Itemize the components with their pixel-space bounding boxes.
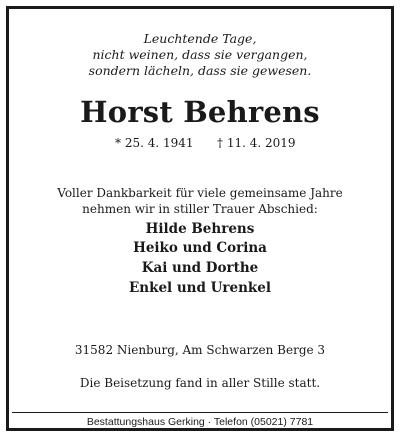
poem-line: sondern lächeln, dass sie gewesen. [88, 63, 312, 78]
life-dates [9, 136, 391, 152]
obituary-frame [6, 6, 394, 431]
message-line: nehmen wir in stiller Trauer Abschied: [82, 202, 318, 216]
poem-line: Leuchtende Tage, [143, 31, 257, 46]
message-line: Voller Dankbarkeit für viele gemeinsame Jahre [57, 186, 343, 200]
birth-date: * 25. 4. 1941 [115, 136, 194, 150]
mourner-name: Heiko und Corina [133, 240, 267, 256]
death-date: † 11. 4. 2019 [217, 136, 296, 150]
mourner-name: Enkel und Urenkel [128, 280, 271, 296]
deceased-name: Horst Behrens [80, 95, 320, 129]
footer-divider [12, 412, 388, 413]
funeral-note: Die Beisetzung fand in aller Stille statt. [79, 376, 321, 390]
poem-line: nicht weinen, dass sie vergangen, [92, 47, 308, 62]
mourner-name: Hilde Behrens [145, 221, 255, 237]
funeral-home-footer: Bestattungshaus Gerking · Telefon (05021) 7781 [86, 416, 314, 428]
mourner-name: Kai und Dorthe [141, 260, 259, 276]
address: 31582 Nienburg, Am Schwarzen Berge 3 [74, 343, 326, 357]
